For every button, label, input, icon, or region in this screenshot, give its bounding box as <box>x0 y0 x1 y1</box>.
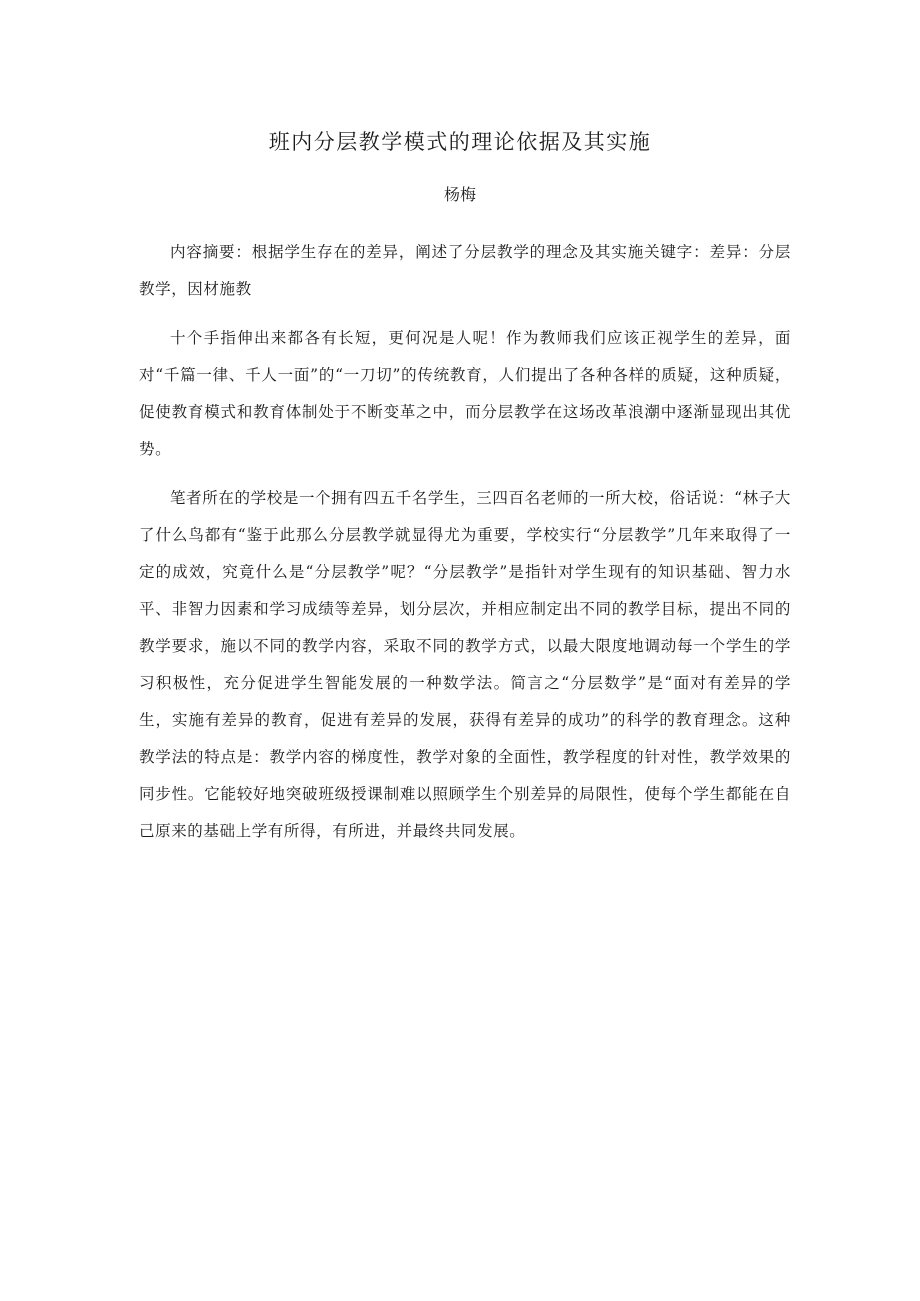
body-paragraph: 笔者所在的学校是一个拥有四五千名学生，三四百名老师的一所大校，俗话说：“林子大了什么鸟都有“鉴于此那么分层教学就显得尤为重要，学校实行“分层教学”几年来取得了一定的成效，究竟什么是“分层教学”呢？“分层教学”是指针对学生现有的知识基础、智力水平、非智力因素和学习成绩等差异，划分层次，并相应制定出不同的教学目标，提出不同的教学要求，施以不同的教学内容，采取不同的教学方式，以最大限度地调动每一个学生的学习积极性，充分促进学生智能发展的一种数学法。简言之“分层数学”是“面对有差异的学生，实施有差异的教育，促进有差异的发展，获得有差异的成功”的科学的教育理念。这种教学法的特点是：教学内容的梯度性，教学对象的全面性，教学程度的针对性，教学效果的同步性。它能较好地突破班级授课制难以照顾学生个别差异的局限性，使每个学生都能在自己原来的基础上学有所得，有所进，并最终共同发展。 <box>139 489 791 840</box>
document-author: 杨梅 <box>443 185 476 204</box>
abstract-paragraph: 内容摘要：根据学生存在的差异，阐述了分层教学的理念及其实施关键字：差异：分层教学，因材施教 <box>139 243 791 298</box>
document-title: 班内分层教学模式的理论依据及其实施 <box>268 130 652 154</box>
document-body <box>139 234 791 850</box>
body-paragraph: 十个手指伸出来都各有长短，更何况是人呢！作为教师我们应该正视学生的差异，面对“千篇一律、千人一面”的“一刀切”的传统教育，人们提出了各种各样的质疑，这种质疑，促使教育模式和教育体制处于不断变革之中，而分层教学在这场改革浪潮中逐渐显现出其优势。 <box>139 329 791 458</box>
